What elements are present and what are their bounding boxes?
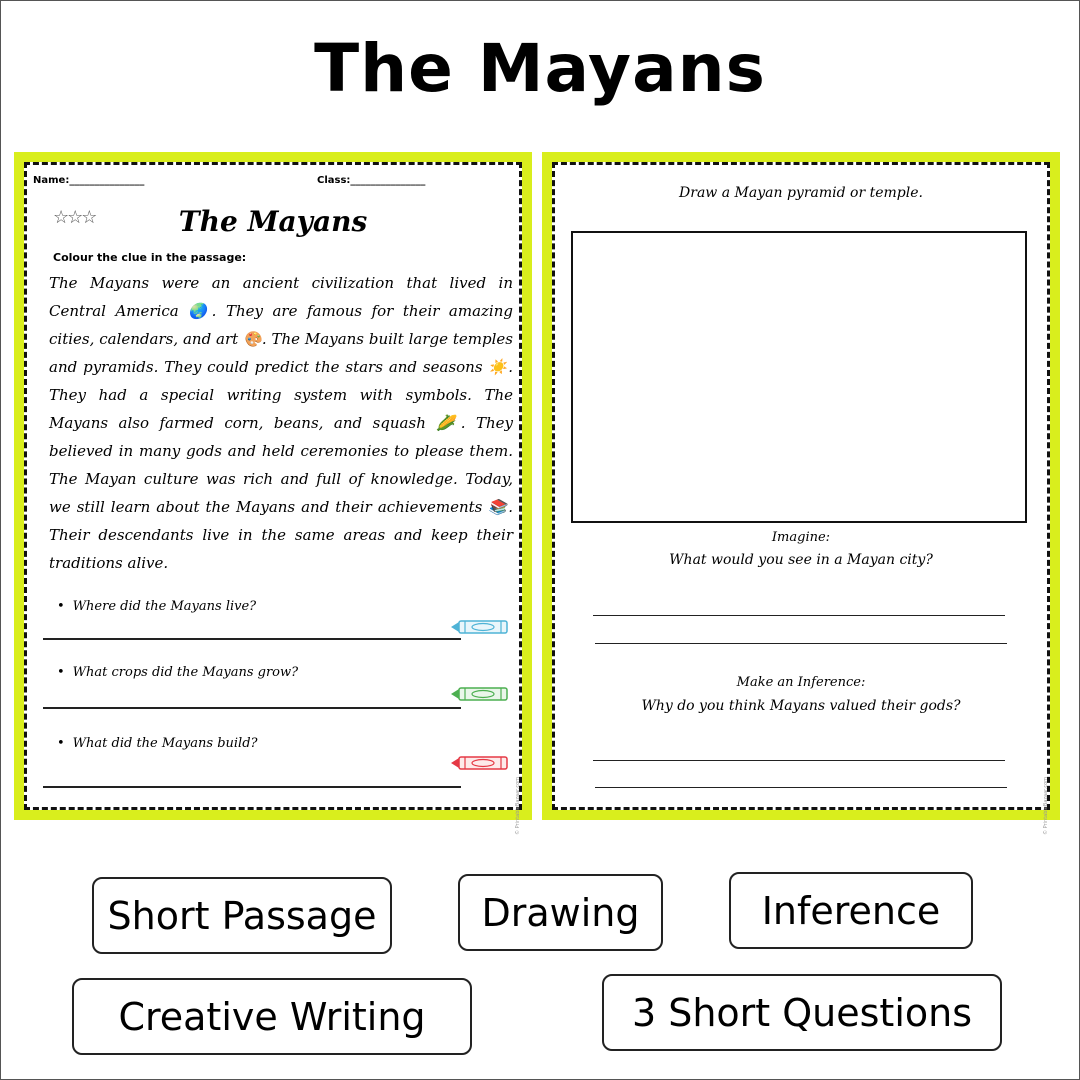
green-crayon-icon — [451, 686, 509, 702]
answer-line[interactable] — [595, 643, 1007, 644]
red-crayon-icon — [451, 755, 509, 771]
tag-3-short-questions: 3 Short Questions — [602, 974, 1002, 1051]
answer-line[interactable] — [593, 615, 1005, 616]
tag-inference: Inference — [729, 872, 973, 949]
worksheet-inner — [24, 162, 522, 835]
answer-line[interactable] — [43, 638, 461, 640]
question-item — [57, 665, 298, 680]
answer-line[interactable] — [593, 760, 1005, 761]
class-field-label: Class:_______________ — [317, 175, 426, 186]
question-text: Where did the Mayans live? — [72, 599, 257, 614]
inference-question: Why do you think Mayans valued their gods? — [641, 698, 961, 714]
activity-inner — [552, 162, 1050, 835]
credit-text: © PrintableBazaar.com — [515, 777, 521, 835]
credit-text: © PrintableBazaar.com — [1043, 777, 1049, 835]
answer-line[interactable] — [595, 787, 1007, 788]
bullet-icon: • — [57, 736, 65, 751]
tag-creative-writing: Creative Writing — [72, 978, 472, 1055]
worksheet-title: The Mayans — [178, 205, 368, 238]
draw-prompt: Draw a Mayan pyramid or temple. — [679, 185, 923, 201]
imagine-label: Imagine: — [771, 530, 831, 545]
reading-passage: The Mayans were an ancient civilization that lived in Central America 🌏. They are famous for their amazing cities, calendars, and art 🎨. The Mayans built large temples and pyramids. They could predict the stars and seasons ☀️. They had a special writing system with symbols. The Mayans also farmed corn, beans, and squash 🌽. They believed in many gods and held ceremonies to please them. The Mayan culture was rich and full of knowledge. Today, we still learn about the Mayans and their achievements 📚. Their descendants live in the same areas and keep their traditions alive. — [49, 274, 513, 572]
imagine-question: What would you see in a Mayan city? — [669, 552, 933, 568]
page-title: The Mayans — [314, 30, 766, 107]
question-text: What did the Mayans build? — [72, 736, 258, 751]
bullet-icon: • — [57, 665, 65, 680]
clue-instruction: Colour the clue in the passage: — [53, 251, 247, 264]
answer-line[interactable] — [43, 707, 461, 709]
tag-drawing: Drawing — [458, 874, 663, 951]
question-item — [57, 736, 258, 751]
rating-stars-icon: ☆☆☆ — [53, 207, 96, 228]
bullet-icon: • — [57, 599, 65, 614]
question-item — [57, 599, 256, 614]
drawing-box[interactable] — [571, 231, 1027, 523]
question-text: What crops did the Mayans grow? — [72, 665, 299, 680]
name-field-label: Name:_______________ — [33, 175, 145, 186]
inference-label: Make an Inference: — [736, 675, 866, 690]
answer-line[interactable] — [43, 786, 461, 788]
tag-short-passage: Short Passage — [92, 877, 392, 954]
blue-crayon-icon — [451, 619, 509, 635]
worksheet-page — [14, 152, 532, 835]
activity-page — [542, 152, 1060, 835]
